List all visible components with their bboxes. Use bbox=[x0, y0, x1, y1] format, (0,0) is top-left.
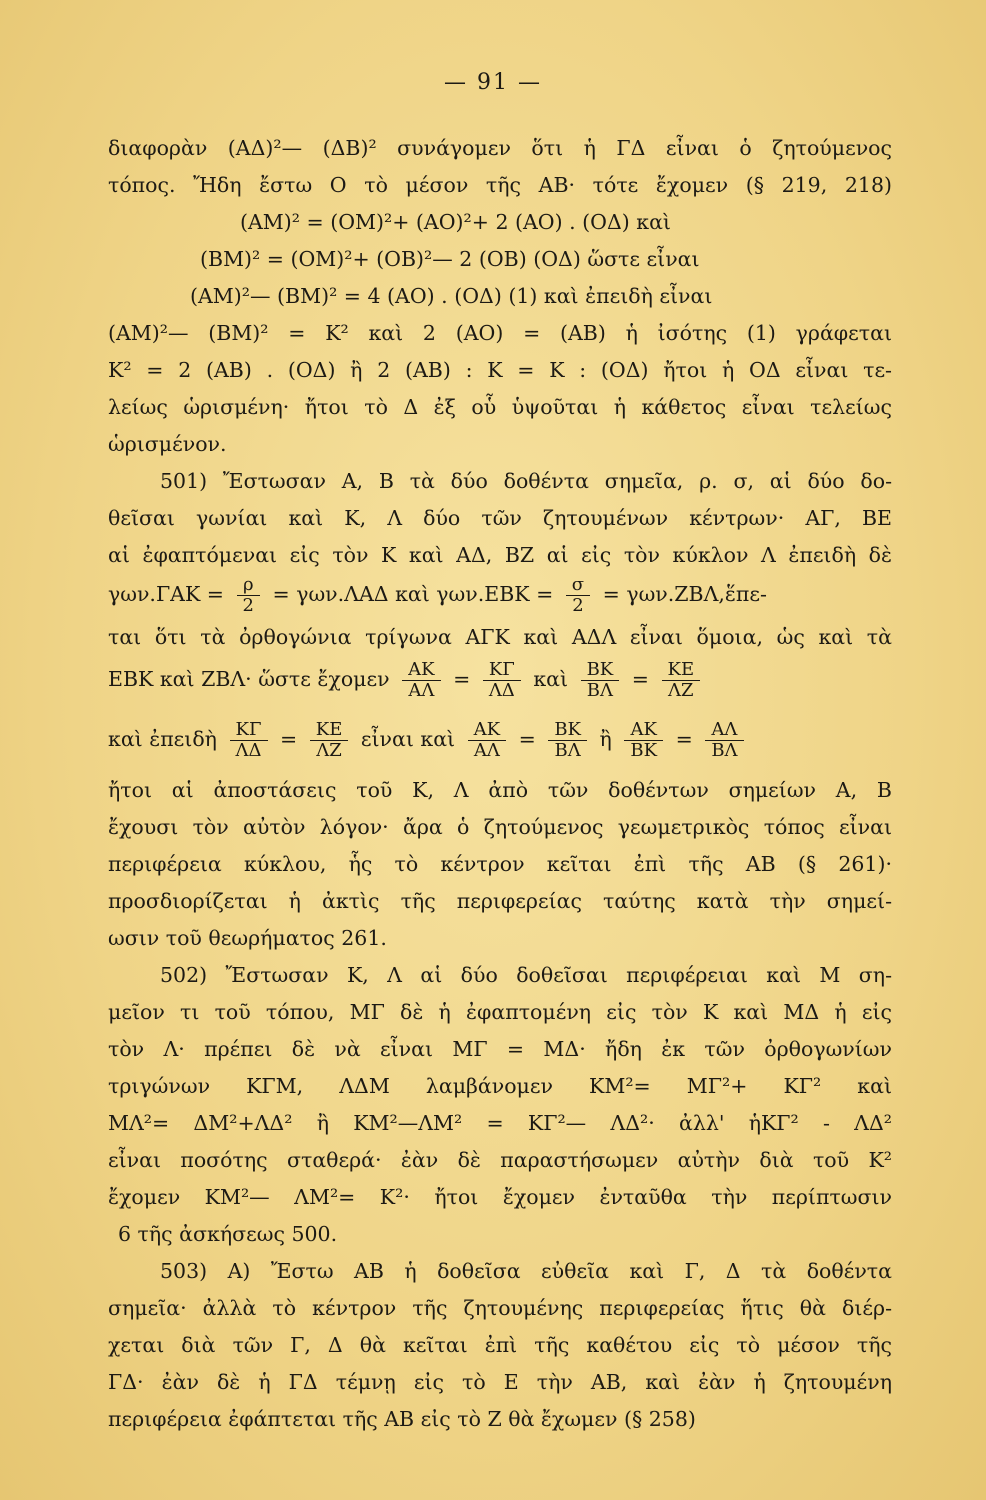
page-number: — 91 — bbox=[444, 70, 542, 95]
fraction-num: ΚΕ bbox=[662, 660, 701, 681]
text-line: Κ² = 2 (ΑΒ) . (ΟΔ) ἢ 2 (ΑΒ) : Κ = Κ : (ΟΔ) ἤτοι ἡ ΟΔ εἶναι τε- bbox=[108, 358, 892, 382]
fraction-num: ΑΚ bbox=[402, 660, 440, 681]
eq-part: = bbox=[453, 667, 471, 691]
fraction bbox=[662, 660, 701, 701]
fraction-den: ΛΔ bbox=[488, 680, 515, 701]
text-line: ἔχομεν ΚΜ²— ΛΜ²= Κ²· ἤτοι ἔχομεν ἐνταῦθα τὴν περίπτωσιν bbox=[108, 1185, 892, 1209]
text-line: θεῖσαι γωνίαι καὶ Κ, Λ δύο τῶν ζητουμένων κέντρων· ΑΓ, ΒΕ bbox=[108, 506, 892, 530]
fraction-num: ΚΕ bbox=[310, 720, 349, 741]
eq-part: = γων.ΛΑΔ καὶ γων.ΕΒΚ = bbox=[272, 582, 554, 606]
fraction-num: ΑΛ bbox=[705, 720, 743, 741]
text-line: περιφέρεια κύκλου, ἧς τὸ κέντρον κεῖται ἐπὶ τῆς ΑΒ (§ 261)· bbox=[108, 852, 892, 876]
text-line: τριγώνων ΚΓΜ, ΛΔΜ λαμβάνομεν ΚΜ²= ΜΓ²+ ΚΓ² καὶ bbox=[108, 1074, 892, 1098]
text-line: ὡρισμένον. bbox=[108, 432, 227, 456]
fraction bbox=[237, 575, 260, 616]
fraction bbox=[624, 720, 663, 761]
fraction-den: ΛΔ bbox=[235, 740, 262, 761]
fraction-num: ΒΚ bbox=[581, 660, 620, 681]
eq-part: = γων.ΖΒΛ,ἕπε- bbox=[602, 582, 767, 606]
text-line: εἶναι ποσότης σταθερά· ἐὰν δὲ παραστήσωμεν αὐτὴν διὰ τοῦ Κ² bbox=[108, 1148, 892, 1172]
ratio-equation bbox=[108, 716, 892, 762]
text-line: (ΑΜ)²— (ΒΜ)² = Κ² καὶ 2 (ΑΟ) = (ΑΒ) ἡ ἰσότης (1) γράφεται bbox=[108, 321, 892, 345]
eq-part: = bbox=[280, 727, 298, 751]
text-line: ΜΛ²= ΔΜ²+ΛΔ² ἢ ΚΜ²—ΛΜ² = ΚΓ²— ΛΔ²· ἀλλ' ἡΚΓ² - ΛΔ² bbox=[108, 1111, 892, 1135]
text-line: σημεῖα· ἀλλὰ τὸ κέντρον τῆς ζητουμένης περιφερείας ἥτις θὰ διέρ- bbox=[108, 1296, 892, 1320]
fraction bbox=[468, 720, 506, 761]
fraction-num: ΑΚ bbox=[468, 720, 506, 741]
fraction-den: 2 bbox=[242, 595, 254, 616]
text-line: προσδιορίζεται ἡ ἀκτὶς τῆς περιφερείας ταύτης κατὰ τὴν σημεί- bbox=[108, 889, 892, 913]
fraction bbox=[566, 575, 590, 616]
text-line: ΓΔ· ἐὰν δὲ ἡ ΓΔ τέμνῃ εἰς τὸ Ε τὴν ΑΒ, καὶ ἐὰν ἡ ζητουμένη bbox=[108, 1370, 892, 1394]
text-line: 6 τῆς ἀσκήσεως 500. bbox=[118, 1222, 338, 1246]
equation-line: (ΑΜ)²— (ΒΜ)² = 4 (ΑΟ) . (ΟΔ) (1) καὶ ἐπειδὴ εἶναι bbox=[190, 284, 713, 308]
eq-part: γων.ΓΑΚ = bbox=[108, 582, 224, 606]
fraction bbox=[483, 660, 521, 701]
eq-part: = bbox=[518, 727, 536, 751]
fraction-den: ΒΛ bbox=[554, 740, 581, 761]
eq-part: = bbox=[631, 667, 649, 691]
text-line: λείως ὡρισμένη· ἤτοι τὸ Δ ἐξ οὗ ὑψοῦται ἡ κάθετος εἶναι τελείως bbox=[108, 395, 892, 419]
text-line: αἱ ἐφαπτόμεναι εἰς τὸν Κ καὶ ΑΔ, ΒΖ αἱ εἰς τὸν κύκλον Λ ἐπειδὴ δὲ bbox=[108, 543, 892, 567]
text-line: ται ὅτι τὰ ὀρθογώνια τρίγωνα ΑΓΚ καὶ ΑΔΛ εἶναι ὅμοια, ὡς καὶ τὰ bbox=[108, 625, 892, 649]
fraction-num: ΒΚ bbox=[548, 720, 587, 741]
exercise-502-start: 502) Ἔστωσαν Κ, Λ αἱ δύο δοθεῖσαι περιφέρειαι καὶ Μ ση- bbox=[160, 963, 892, 987]
fraction-den: ΑΛ bbox=[408, 680, 435, 701]
text-line: τὸν Λ· πρέπει δὲ νὰ εἶναι ΜΓ = ΜΔ· ἤδη ἐκ τῶν ὀρθογωνίων bbox=[108, 1037, 892, 1061]
text-line: τόπος. Ἤδη ἔστω Ο τὸ μέσον τῆς ΑΒ· τότε ἔχομεν (§ 219, 218) bbox=[108, 173, 892, 197]
fraction-den: ΒΛ bbox=[586, 680, 614, 701]
text-line: ωσιν τοῦ θεωρήματος 261. bbox=[108, 926, 387, 950]
text-line: ἔχουσι τὸν αὐτὸν λόγον· ἄρα ὁ ζητούμενος γεωμετρικὸς τόπος εἶναι bbox=[108, 815, 892, 839]
fraction bbox=[705, 720, 743, 761]
fraction bbox=[581, 660, 620, 701]
fraction-num: ΚΓ bbox=[230, 720, 268, 741]
text-line: ἤτοι αἱ ἀποστάσεις τοῦ Κ, Λ ἀπὸ τῶν δοθέντων σημείων Α, Β bbox=[108, 778, 892, 802]
fraction-num: ΚΓ bbox=[483, 660, 521, 681]
equation-line: (ΒΜ)² = (ΟΜ)²+ (ΟΒ)²— 2 (ΟΒ) (ΟΔ) ὥστε εἶναι bbox=[200, 247, 700, 271]
fraction-den: ΒΚ bbox=[630, 740, 658, 761]
fraction-den: ΛΖ bbox=[316, 740, 342, 761]
text-line: διαφορὰν (ΑΔ)²— (ΔΒ)² συνάγομεν ὅτι ἡ ΓΔ εἶναι ὁ ζητούμενος bbox=[108, 136, 892, 160]
fraction-num: σ bbox=[566, 575, 590, 596]
eq-part: καὶ ἐπειδὴ bbox=[108, 727, 217, 751]
eq-part: καὶ bbox=[533, 667, 569, 691]
fraction-den: ΛΖ bbox=[668, 680, 694, 701]
eq-part: ἢ bbox=[599, 727, 612, 751]
exercise-501-start: 501) Ἔστωσαν Α, Β τὰ δύο δοθέντα σημεῖα, ρ. σ, αἱ δύο δο- bbox=[160, 469, 892, 493]
ratio-equation bbox=[108, 656, 892, 702]
fraction-den: ΑΛ bbox=[473, 740, 500, 761]
fraction-den: 2 bbox=[572, 595, 584, 616]
fraction bbox=[310, 720, 349, 761]
text-line: περιφέρεια ἐφάπτεται τῆς ΑΒ εἰς τὸ Ζ θὰ ἔχωμεν (§ 258) bbox=[108, 1407, 696, 1431]
fraction bbox=[230, 720, 268, 761]
text-line: χεται διὰ τῶν Γ, Δ θὰ κεῖται ἐπὶ τῆς καθέτου εἰς τὸ μέσον τῆς bbox=[108, 1333, 892, 1357]
text-line: μεῖον τι τοῦ τόπου, ΜΓ δὲ ἡ ἐφαπτομένη εἰς τὸν Κ καὶ ΜΔ ἡ εἰς bbox=[108, 1000, 892, 1024]
equation-line: (ΑΜ)² = (ΟΜ)²+ (ΑΟ)²+ 2 (ΑΟ) . (ΟΔ) καὶ bbox=[240, 210, 671, 234]
eq-part: ΕΒΚ καὶ ΖΒΛ· ὥστε ἔχομεν bbox=[108, 667, 390, 691]
exercise-503-start: 503) Α) Ἔστω ΑΒ ἡ δοθεῖσα εὐθεῖα καὶ Γ, Δ τὰ δοθέντα bbox=[160, 1259, 892, 1283]
fraction-num: ρ bbox=[237, 575, 260, 596]
fraction bbox=[548, 720, 587, 761]
angle-equation bbox=[108, 574, 892, 616]
fraction-den: ΒΛ bbox=[711, 740, 738, 761]
fraction-num: ΑΚ bbox=[624, 720, 663, 741]
fraction bbox=[402, 660, 440, 701]
eq-part: εἶναι καὶ bbox=[360, 727, 456, 751]
eq-part: = bbox=[675, 727, 693, 751]
